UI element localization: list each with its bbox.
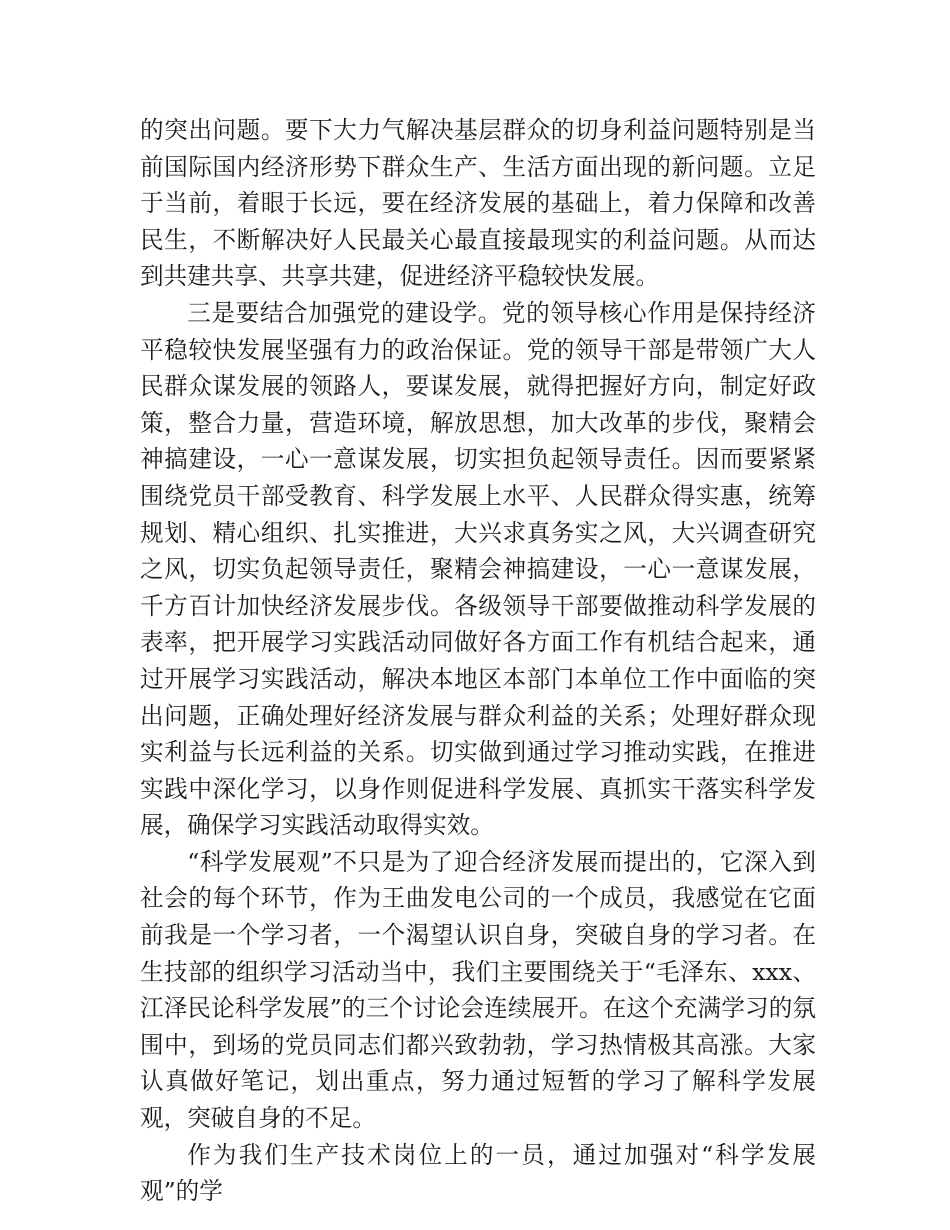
paragraph-party-building: 三是要结合加强党的建设学。党的领导核心作用是保持经济平稳较快发展坚强有力的政治保证。党的领导干部是带领广大人民群众谋发展的领路人，要谋发展，就得把握好方向，制定好政策，整合力量，营造环境，解放思想，加大改革的步伐，聚精会神搞建设，一心一意谋发展，切实担负起领导责任。因而要紧紧围绕党员干部受教育、科学发展上水平、人民群众得实惠，统筹规划、精心组织、扎实推进，大兴求真务实之风，大兴调查研究之风，切实负起领导责任，聚精会神搞建设，一心一意谋发展，千方百计加快经济发展步伐。各级领导干部要做推动科学发展的表率，把开展学习实践活动同做好各方面工作有机结合起来，通过开展学习实践活动，解决本地区本部门本单位工作中面临的突出问题，正确处理好经济发展与群众利益的关系；处理好群众现实利益与长远利益的关系。切实做到通过学习推动实践，在推进实践中深化学习，以身作则促进科学发展、真抓实干落实科学发展，确保学习实践活动取得实效。: [140, 298, 816, 840]
paragraph-continued: 的突出问题。要下大力气解决基层群众的切身利益问题特别是当前国际国内经济形势下群众生产、生活方面出现的新问题。立足于当前，着眼于长远，要在经济发展的基础上，着力保障和改善民生，不断解决好人民最关心最直接最现实的利益问题。从而达到共建共享、共享共建，促进经济平稳较快发展。: [140, 116, 816, 291]
paragraph-scientific-outlook: “科学发展观”不只是为了迎合经济发展而提出的，它深入到社会的每个环节，作为王曲发电公司的一个成员，我感觉在它面前我是一个学习者，一个渴望认识自身，突破自身的学习者。在生技部的组织学习活动当中，我们主要围绕关于“毛泽东、xxx、江泽民论科学发展”的三个讨论会连续展开。在这个充满学习的氛围中，到场的党员同志们都兴致勃勃，学习热情极其高涨。大家认真做好笔记，划出重点，努力通过短暂的学习了解科学发展观，突破自身的不足。: [140, 847, 816, 1133]
document-page: [140, 112, 816, 1210]
paragraph-production-role: 作为我们生产技术岗位上的一员，通过加强对“科学发展观”的学: [140, 1140, 816, 1206]
